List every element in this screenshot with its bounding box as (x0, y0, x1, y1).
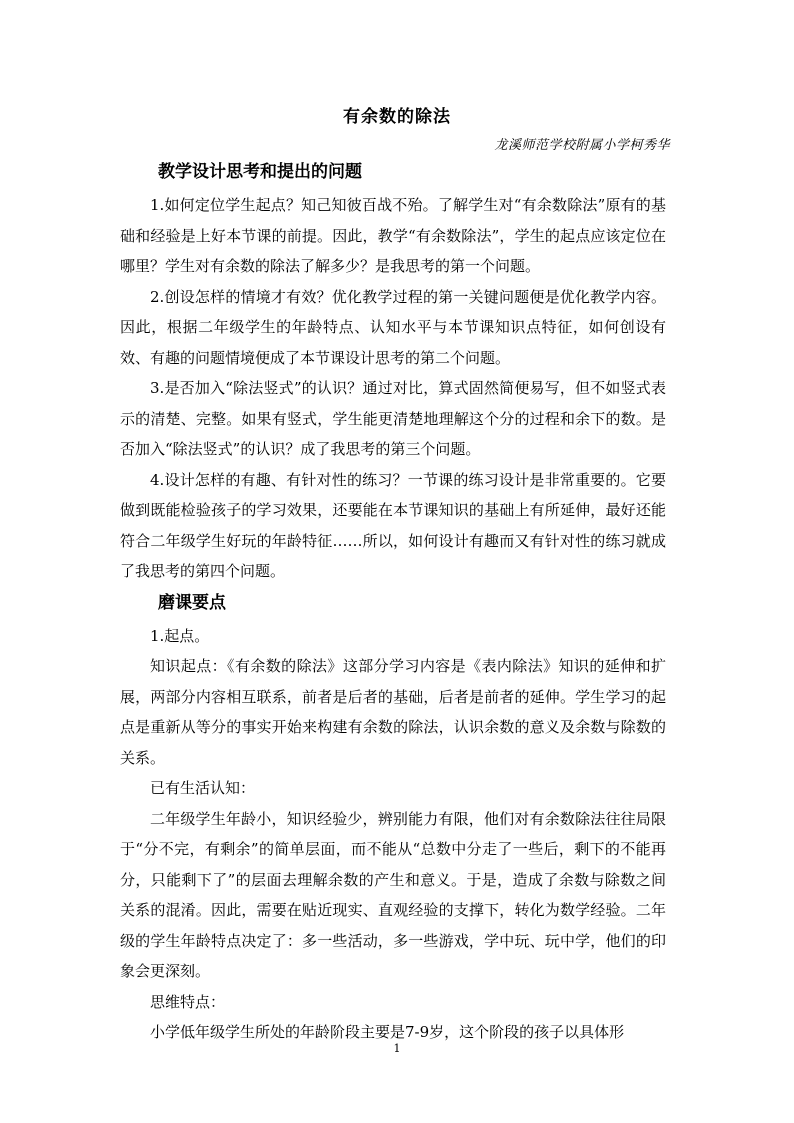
paragraph-knowledge-start: 知识起点：《有余数的除法》这部分学习内容是《表内除法》知识的延伸和扩展，两部分内容相互联系，前者是后者的基础，后者是前者的延伸。学生学习的起点是重新从等分的事实开始来构建有余数的除法，认识余数的意义及余数与除数的关系。 (120, 657, 666, 767)
paragraph-question-4: 4.设计怎样的有趣、有针对性的练习？一节课的练习设计是非常重要的。它要做到既能检验孩子的学习效果，还要能在本节课知识的基础上有所延伸，最好还能符合二年级学生好玩的年龄特征……所以，如何设计有趣而又有针对性的练习就成了我思考的第四个问题。 (120, 470, 666, 580)
section-heading-key-points: 磨课要点 (158, 592, 226, 613)
section-heading-questions: 教学设计思考和提出的问题 (158, 162, 362, 182)
label-thinking-features: 思维特点： (150, 992, 226, 1011)
label-life-cognition: 已有生活认知： (150, 779, 256, 797)
paragraph-question-2: 2.创设怎样的情境才有效？优化教学过程的第一关键问题便是优化教学内容。因此，根据二年级学生的年龄特点、认知水平与本节课知识点特征，如何创设有效、有趣的问题情境便成了本节课设计思考的第二个问题。 (120, 287, 666, 367)
paragraph-item-1: 1.起点。 (150, 626, 210, 645)
paragraph-life-cognition: 二年级学生年龄小，知识经验少，辨别能力有限，他们对有余数除法往往局限于“分不完，有剩余”的简单层面，而不能从“总数中分走了一些后，剩下的不能再分，只能剩下了”的层面去理解余数的产生和意义。于是，造成了余数与除数之间关系的混淆。因此，需要在贴近现实、直观经验的支撑下，转化为数学经验。二年级的学生年龄特点决定了：多一些活动，多一些游戏，学中玩、玩中学，他们的印象会更深刻。 (120, 809, 666, 980)
page-number: 1 (393, 1042, 401, 1055)
document-title: 有余数的除法 (343, 107, 451, 127)
paragraph-thinking-features: 小学低年级学生所处的年龄阶段主要是7-9岁，这个阶段的孩子以具体形 (150, 1023, 625, 1041)
paragraph-question-1: 1.如何定位学生起点？知己知彼百战不殆。了解学生对“有余数除法”原有的基础和经验是上好本节课的前提。因此，教学“有余数除法”，学生的起点应该定位在哪里？学生对有余数的除法了解多少？是我思考的第一个问题。 (120, 196, 666, 275)
document-body (120, 160, 666, 1048)
paragraph-question-3: 3.是否加入“除法竖式”的认识？通过对比，算式固然简便易写，但不如竖式表示的清楚、完整。如果有竖式，学生能更清楚地理解这个分的过程和余下的数。是否加入“除法竖式”的认识？成了我思考的第三个问题。 (120, 379, 666, 458)
author-line: 龙溪师范学校附属小学柯秀华 (494, 138, 670, 153)
